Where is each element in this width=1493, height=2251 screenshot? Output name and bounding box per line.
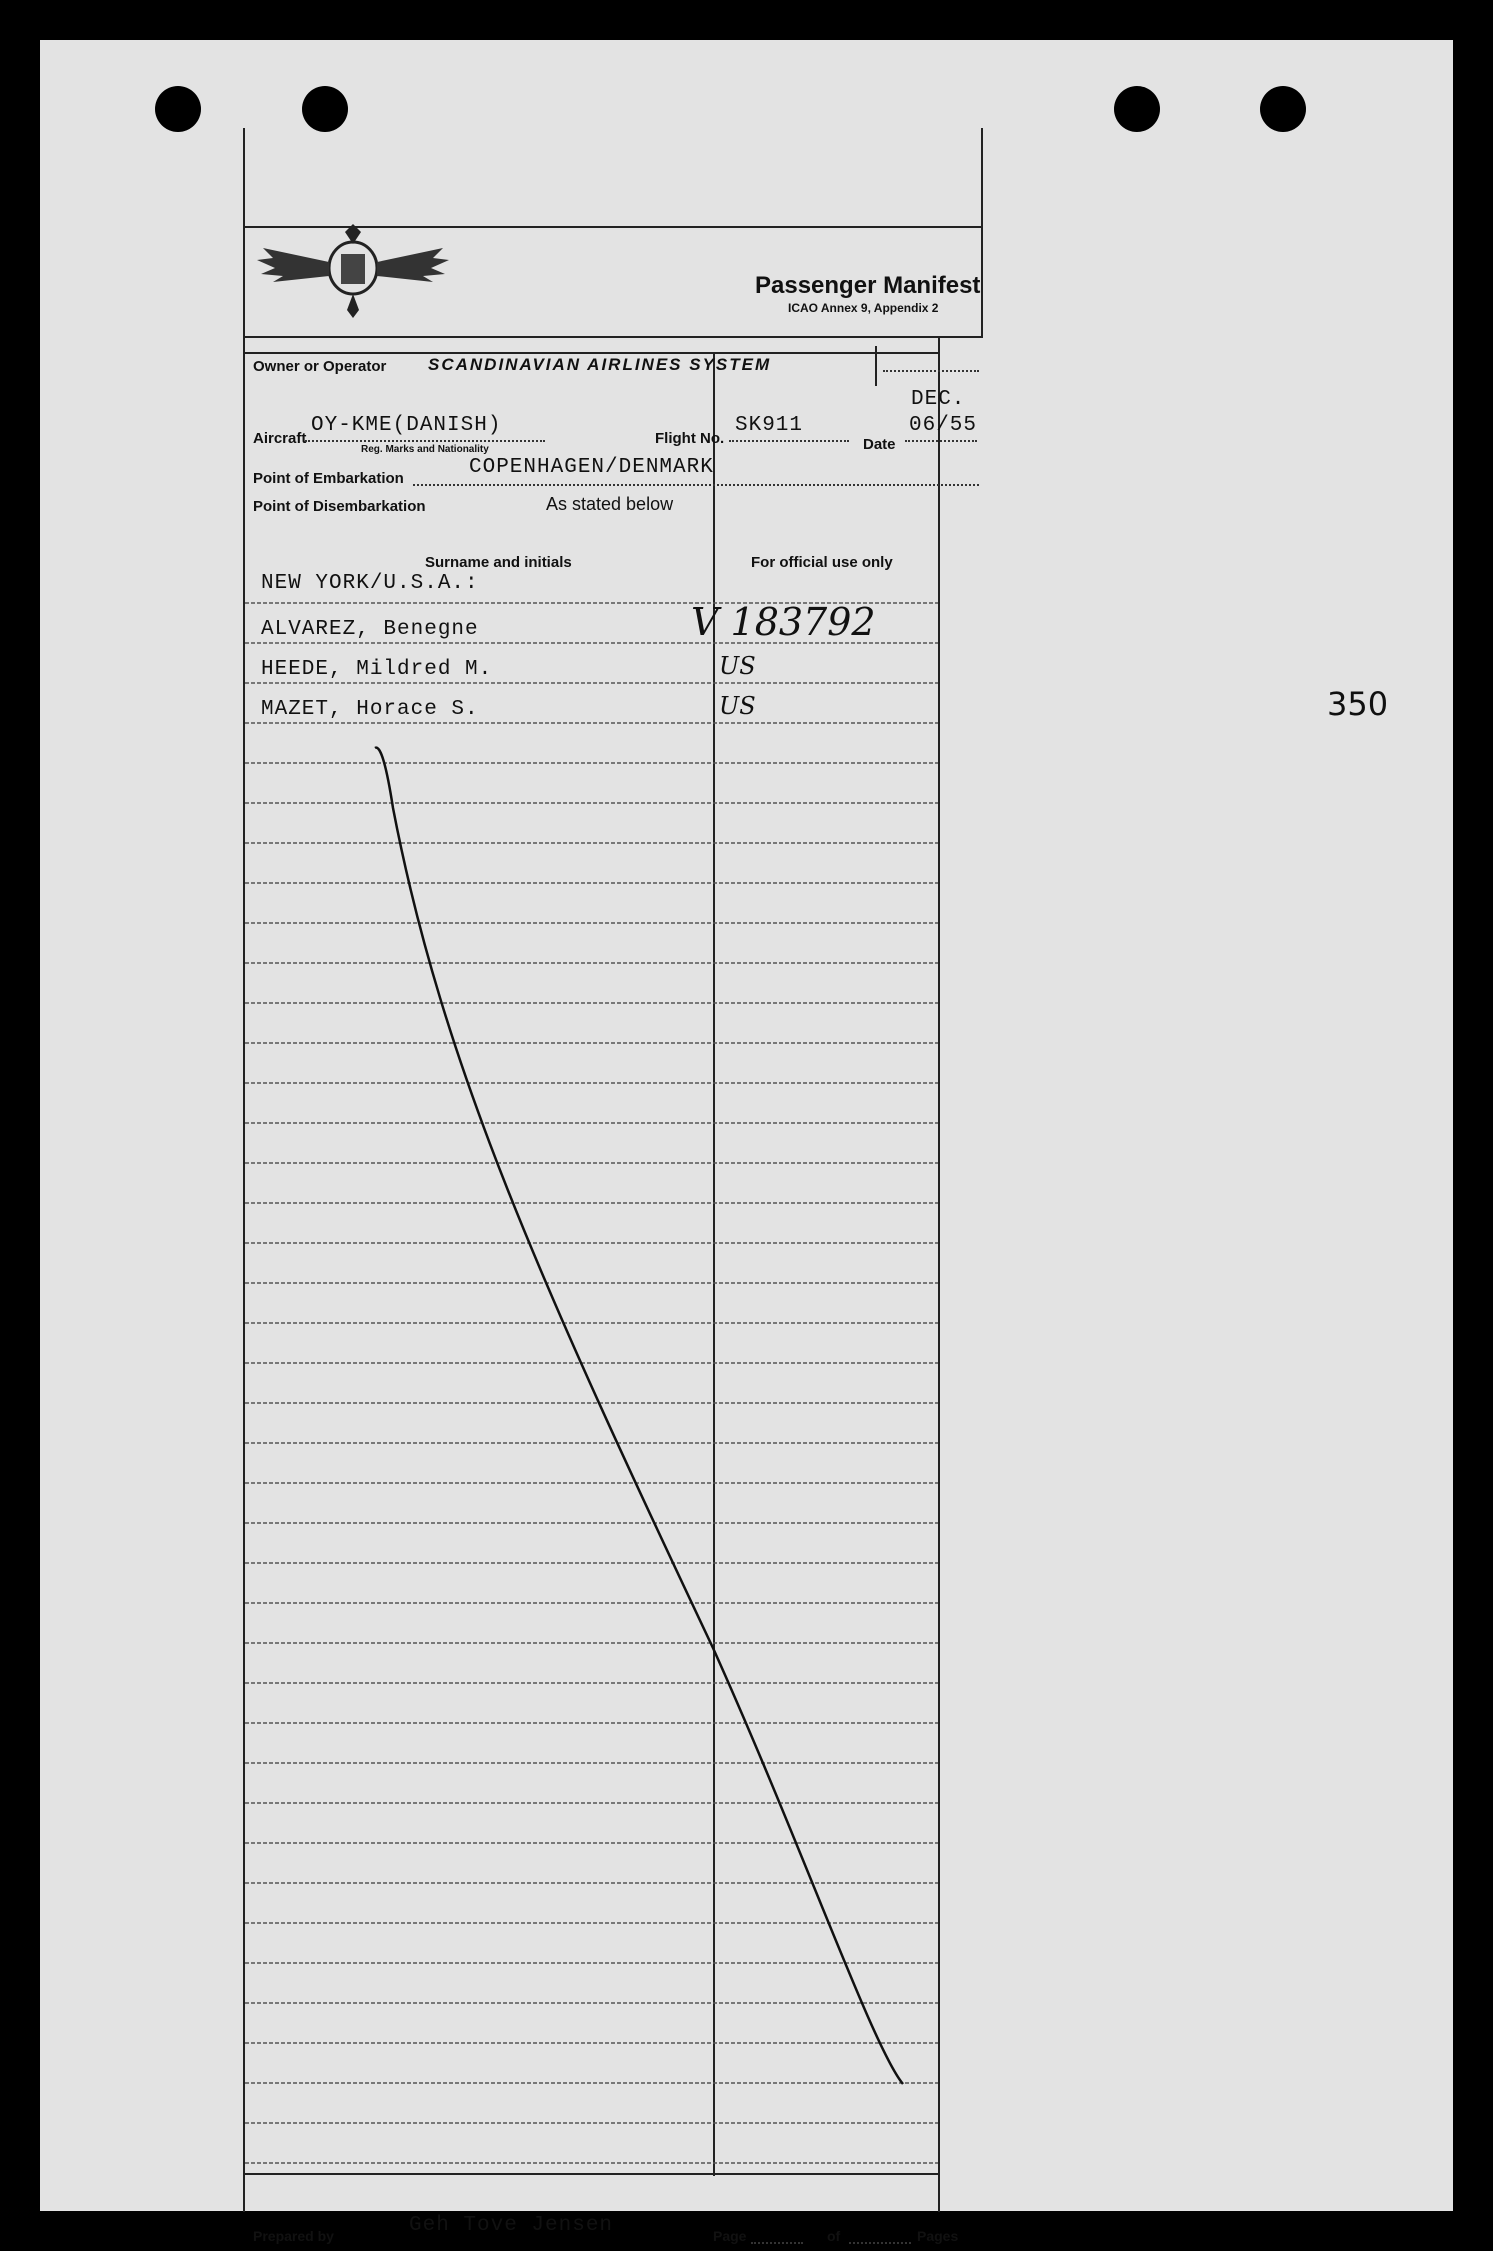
page-label: Page <box>713 2228 747 2244</box>
punch-hole <box>155 86 201 132</box>
embarkation-value: COPENHAGEN/DENMARK <box>469 456 714 479</box>
manifest-sheet <box>40 40 1453 2244</box>
form-title: Passenger Manifest <box>755 272 981 299</box>
page-dotted-line <box>751 2242 803 2244</box>
pages-dotted-line <box>849 2242 911 2244</box>
aircraft-value: OY-KME(DANISH) <box>311 414 502 437</box>
date-label: Date <box>863 436 896 453</box>
form-subtitle: ICAO Annex 9, Appendix 2 <box>788 301 939 315</box>
date-month-value: DEC. <box>911 388 966 411</box>
disembarkation-label: Point of Disembarkation <box>253 498 426 515</box>
passenger-name: MAZET, Horace S. <box>261 698 479 721</box>
pages-label: Pages <box>917 2228 959 2244</box>
reg-marks-label: Reg. Marks and Nationality <box>361 444 489 455</box>
official-use-entry: US <box>719 692 756 720</box>
ruled-lines <box>243 88 1025 2212</box>
owner-label: Owner or Operator <box>253 358 387 375</box>
flight-no-label: Flight No. <box>655 430 725 447</box>
passenger-name: HEEDE, Mildred M. <box>261 658 493 681</box>
operator-value: SCANDINAVIAN AIRLINES SYSTEM <box>428 355 772 374</box>
official-use-entry: US <box>719 652 756 680</box>
date-value: 06/55 <box>909 414 978 437</box>
punch-hole <box>1260 86 1306 132</box>
prepared-by-value: Geh Tove Jensen <box>409 2214 614 2237</box>
punch-hole <box>1114 86 1160 132</box>
passenger-manifest-form <box>243 88 1025 2244</box>
official-use-entry: V 183792 <box>691 600 876 644</box>
flight-no-value: SK911 <box>735 414 804 437</box>
official-use-column-header: For official use only <box>751 554 893 571</box>
disembarkation-value: As stated below <box>546 494 674 514</box>
passenger-name: ALVAREZ, Benegne <box>261 618 479 641</box>
prepared-by-label: Prepared by <box>253 2228 334 2244</box>
aircraft-label: Aircraft <box>253 430 307 447</box>
embarkation-label: Point of Embarkation <box>253 470 404 487</box>
page-number: 350 <box>1327 685 1389 723</box>
destination-heading: NEW YORK/U.S.A.: <box>261 572 479 595</box>
of-label: of <box>827 2228 841 2244</box>
surname-column-header: Surname and initials <box>425 554 572 571</box>
